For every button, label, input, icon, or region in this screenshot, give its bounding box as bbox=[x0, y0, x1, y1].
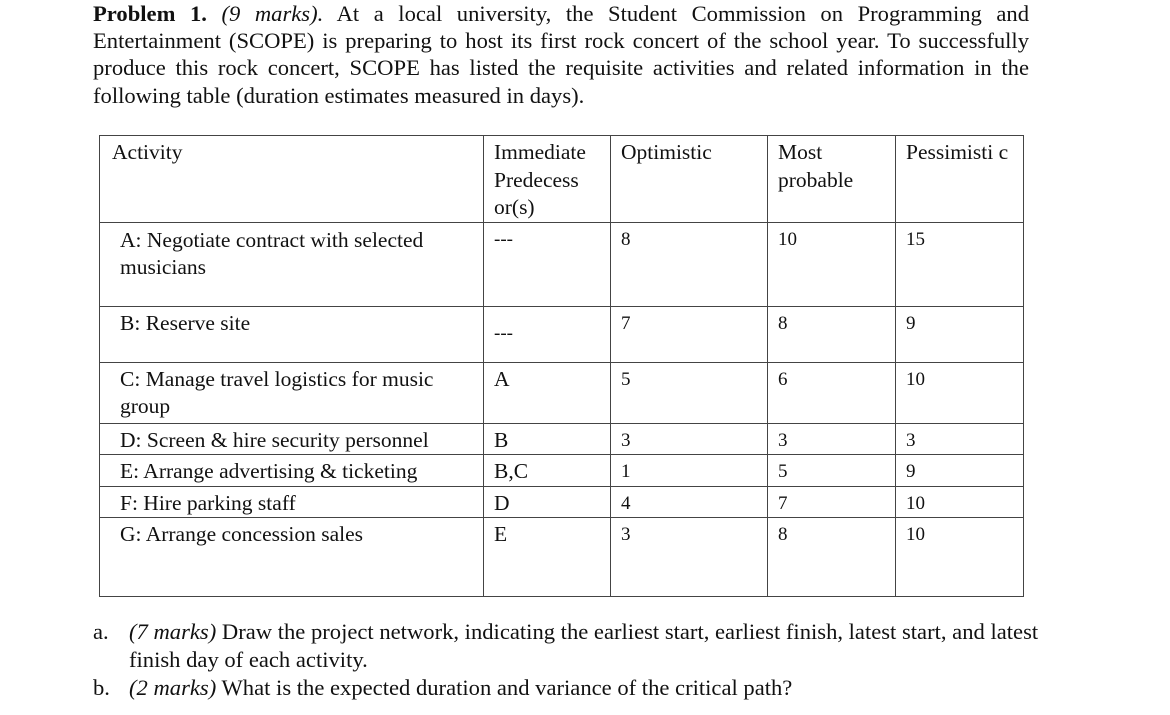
most-probable-cell: 6 bbox=[768, 362, 896, 423]
question-text: What is the expected duration and variance of the critical path? bbox=[221, 674, 793, 700]
activity-table bbox=[99, 135, 1024, 597]
table-row bbox=[100, 518, 1024, 597]
table-row bbox=[100, 486, 1024, 518]
activity-cell: B: Reserve site bbox=[100, 306, 484, 362]
question-label: a. bbox=[93, 619, 109, 644]
table-row bbox=[100, 423, 1024, 455]
activity-cell: G: Arrange concession sales bbox=[100, 518, 484, 597]
pessimistic-cell: 10 bbox=[896, 362, 1024, 423]
optimistic-cell: 3 bbox=[611, 518, 768, 597]
problem-title: Problem 1. bbox=[93, 1, 207, 26]
activity-cell: D: Screen & hire security personnel bbox=[100, 423, 484, 455]
activity-cell: C: Manage travel logistics for music group bbox=[100, 362, 484, 423]
table-row bbox=[100, 362, 1024, 423]
predecessor-cell: A bbox=[484, 362, 611, 423]
pessimistic-cell: 9 bbox=[896, 306, 1024, 362]
optimistic-cell: 4 bbox=[611, 486, 768, 518]
most-probable-cell: 8 bbox=[768, 306, 896, 362]
question-marks: (7 marks) bbox=[129, 619, 217, 644]
header-optimistic: Optimistic bbox=[611, 136, 768, 223]
table-row bbox=[100, 222, 1024, 306]
predecessor-cell: B bbox=[484, 423, 611, 455]
optimistic-cell: 8 bbox=[611, 222, 768, 306]
most-probable-cell: 8 bbox=[768, 518, 896, 597]
predecessor-cell: B,C bbox=[484, 455, 611, 487]
pessimistic-cell: 9 bbox=[896, 455, 1024, 487]
most-probable-cell: 5 bbox=[768, 455, 896, 487]
problem-statement bbox=[93, 0, 1029, 109]
predecessor-cell: E bbox=[484, 518, 611, 597]
most-probable-cell: 7 bbox=[768, 486, 896, 518]
pessimistic-cell: 3 bbox=[896, 423, 1024, 455]
activity-cell: F: Hire parking staff bbox=[100, 486, 484, 518]
predecessor-cell: --- bbox=[484, 222, 611, 306]
question-item bbox=[93, 674, 1053, 702]
header-pessimistic: Pessimisti c bbox=[896, 136, 1024, 223]
activity-cell: E: Arrange advertising & ticketing bbox=[100, 455, 484, 487]
pessimistic-cell: 10 bbox=[896, 518, 1024, 597]
table-header-row bbox=[100, 136, 1024, 223]
predecessor-cell: --- bbox=[484, 306, 611, 362]
optimistic-cell: 5 bbox=[611, 362, 768, 423]
optimistic-cell: 3 bbox=[611, 423, 768, 455]
activity-cell: A: Negotiate contract with selected musicians bbox=[100, 222, 484, 306]
optimistic-cell: 7 bbox=[611, 306, 768, 362]
table-row bbox=[100, 306, 1024, 362]
question-list bbox=[93, 618, 1053, 701]
table-row bbox=[100, 455, 1024, 487]
question-text: Draw the project network, indicating the earliest start, earliest finish, latest start, and latest finish day of each activity. bbox=[129, 619, 1039, 672]
question-item bbox=[93, 618, 1053, 674]
question-marks: (2 marks) bbox=[129, 674, 217, 700]
problem-marks: (9 marks). bbox=[221, 1, 324, 26]
header-most-probable: Most probable bbox=[768, 136, 896, 223]
pessimistic-cell: 15 bbox=[896, 222, 1024, 306]
most-probable-cell: 10 bbox=[768, 222, 896, 306]
problem-text: At a local university, the Student Commission on Programming and Entertainment (SCOPE) is preparing to host its first rock concert of the school year. To successfully produce this rock concert, SCOPE has listed the requisite activities and related information in the following table (duration estimates measured in days). bbox=[93, 1, 1029, 108]
header-activity: Activity bbox=[100, 136, 484, 223]
optimistic-cell: 1 bbox=[611, 455, 768, 487]
predecessor-cell: D bbox=[484, 486, 611, 518]
most-probable-cell: 3 bbox=[768, 423, 896, 455]
pessimistic-cell: 10 bbox=[896, 486, 1024, 518]
header-predecessors: Immediate Predecess or(s) bbox=[484, 136, 611, 223]
question-label: b. bbox=[93, 674, 110, 700]
